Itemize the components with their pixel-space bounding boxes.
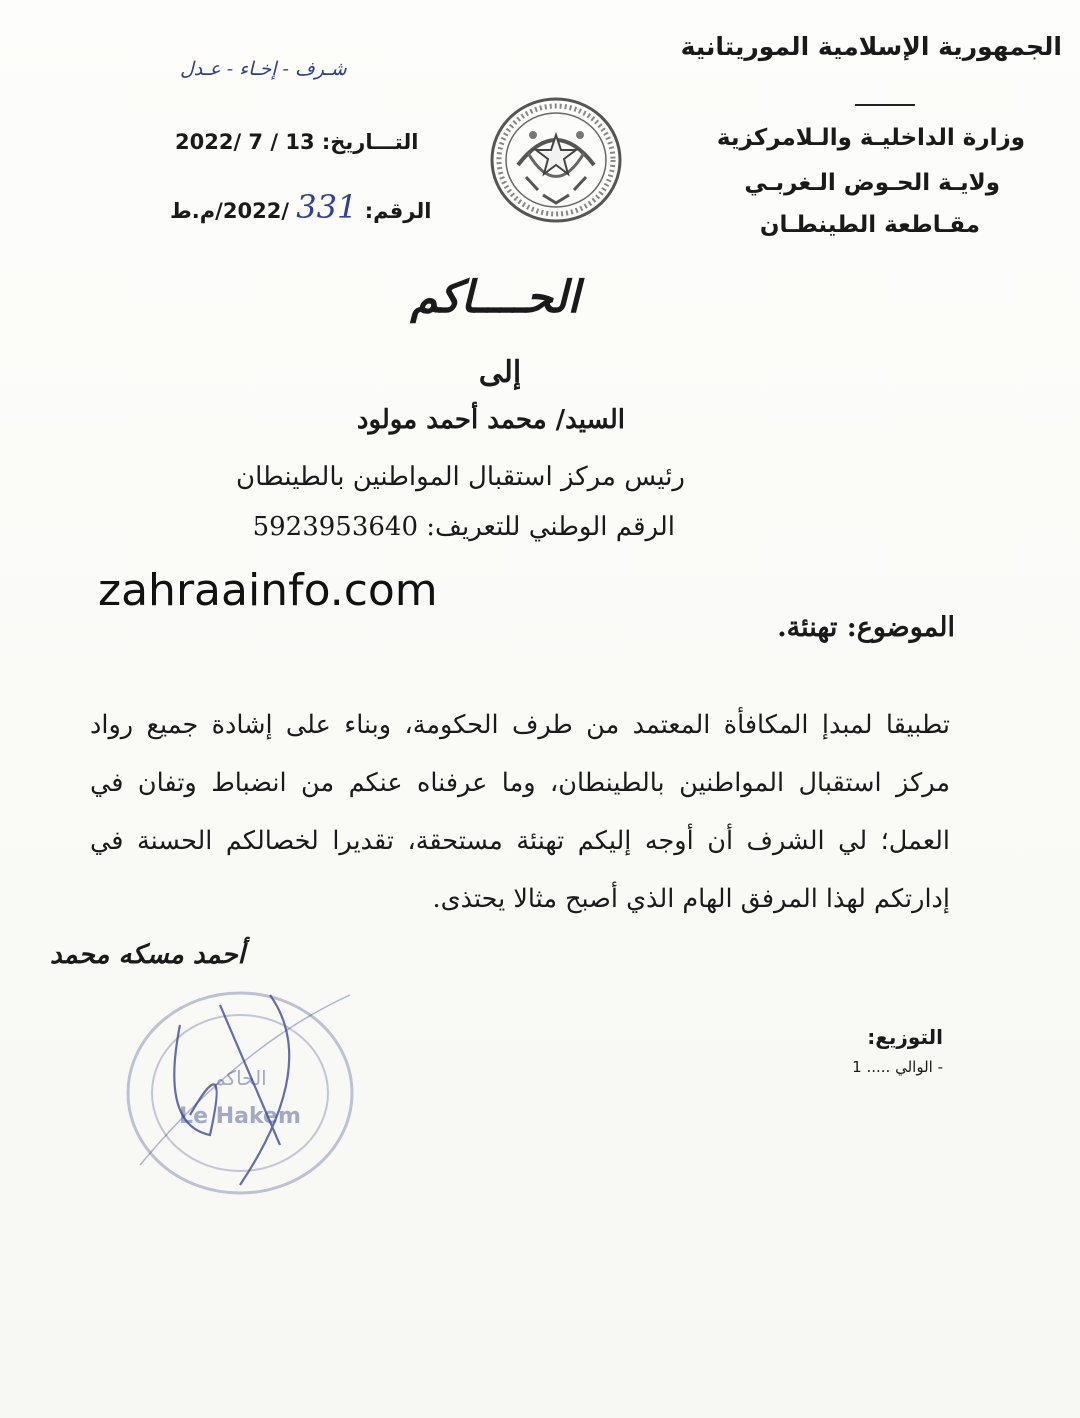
date-label: التـــاريخ: (321, 130, 419, 154)
distribution-item: - الوالي ..... 1 (852, 1058, 943, 1076)
site-watermark: zahraainfo.com (98, 565, 438, 616)
signatory-name: أحمد مسكه محمد (50, 940, 245, 970)
official-stamp-icon (120, 985, 360, 1200)
stamp-text-fr: Le Hakem (179, 1104, 301, 1129)
date-row (175, 130, 418, 154)
header-moughataa: مقـاطعة الطينطـان (759, 212, 980, 238)
header-wilaya: ولايـة الحـوض الـغربـي (744, 170, 1000, 196)
sender-title: الحــــاكم (410, 272, 580, 323)
distribution-title: التوزيع: (867, 1025, 943, 1049)
reference-number-row (170, 188, 431, 226)
number-handwritten: 331 (296, 188, 358, 226)
national-emblem-icon (488, 95, 624, 225)
recipient-to: إلى (478, 355, 522, 390)
subject-line: الموضوع: تهنئة. (777, 612, 955, 643)
letter-body: تطبيقا لمبدإ المكافأة المعتمد من طرف الحكومة، وبناء على إشادة جميع رواد مركز استقبال المواطنين بالطينطان، وما عرفناه عنكم من انضباط وتفان في العمل؛ لي الشرف أن أوجه إليكم تهنئة مستحقة، تقديرا لخصالكم الحسنة في إدارتكم لهذا المرفق الهام الذي أصبح مثالا يحتذى. (90, 710, 950, 914)
recipient-name: السيد/ محمد أحمد مولود (356, 405, 625, 435)
handwritten-motto: شـرف - إخـاء - عـدل (180, 58, 347, 80)
number-label: الرقم: (364, 199, 432, 223)
recipient-title: رئيس مركز استقبال المواطنين بالطينطان (236, 462, 685, 492)
stamp-text-ar: الحاكم (213, 1066, 267, 1090)
recipient-nni: الرقم الوطني للتعريف: 5923953640 (252, 512, 675, 542)
number-suffix: /2022/م.ط (170, 199, 289, 223)
header-ministry: وزارة الداخليـة والـلامركزية (716, 125, 1025, 151)
date-value: 2022/ 7 / 13 (175, 130, 315, 154)
header-republic: الجمهورية الإسلامية الموريتانية (680, 32, 1062, 61)
header-divider (855, 104, 915, 106)
